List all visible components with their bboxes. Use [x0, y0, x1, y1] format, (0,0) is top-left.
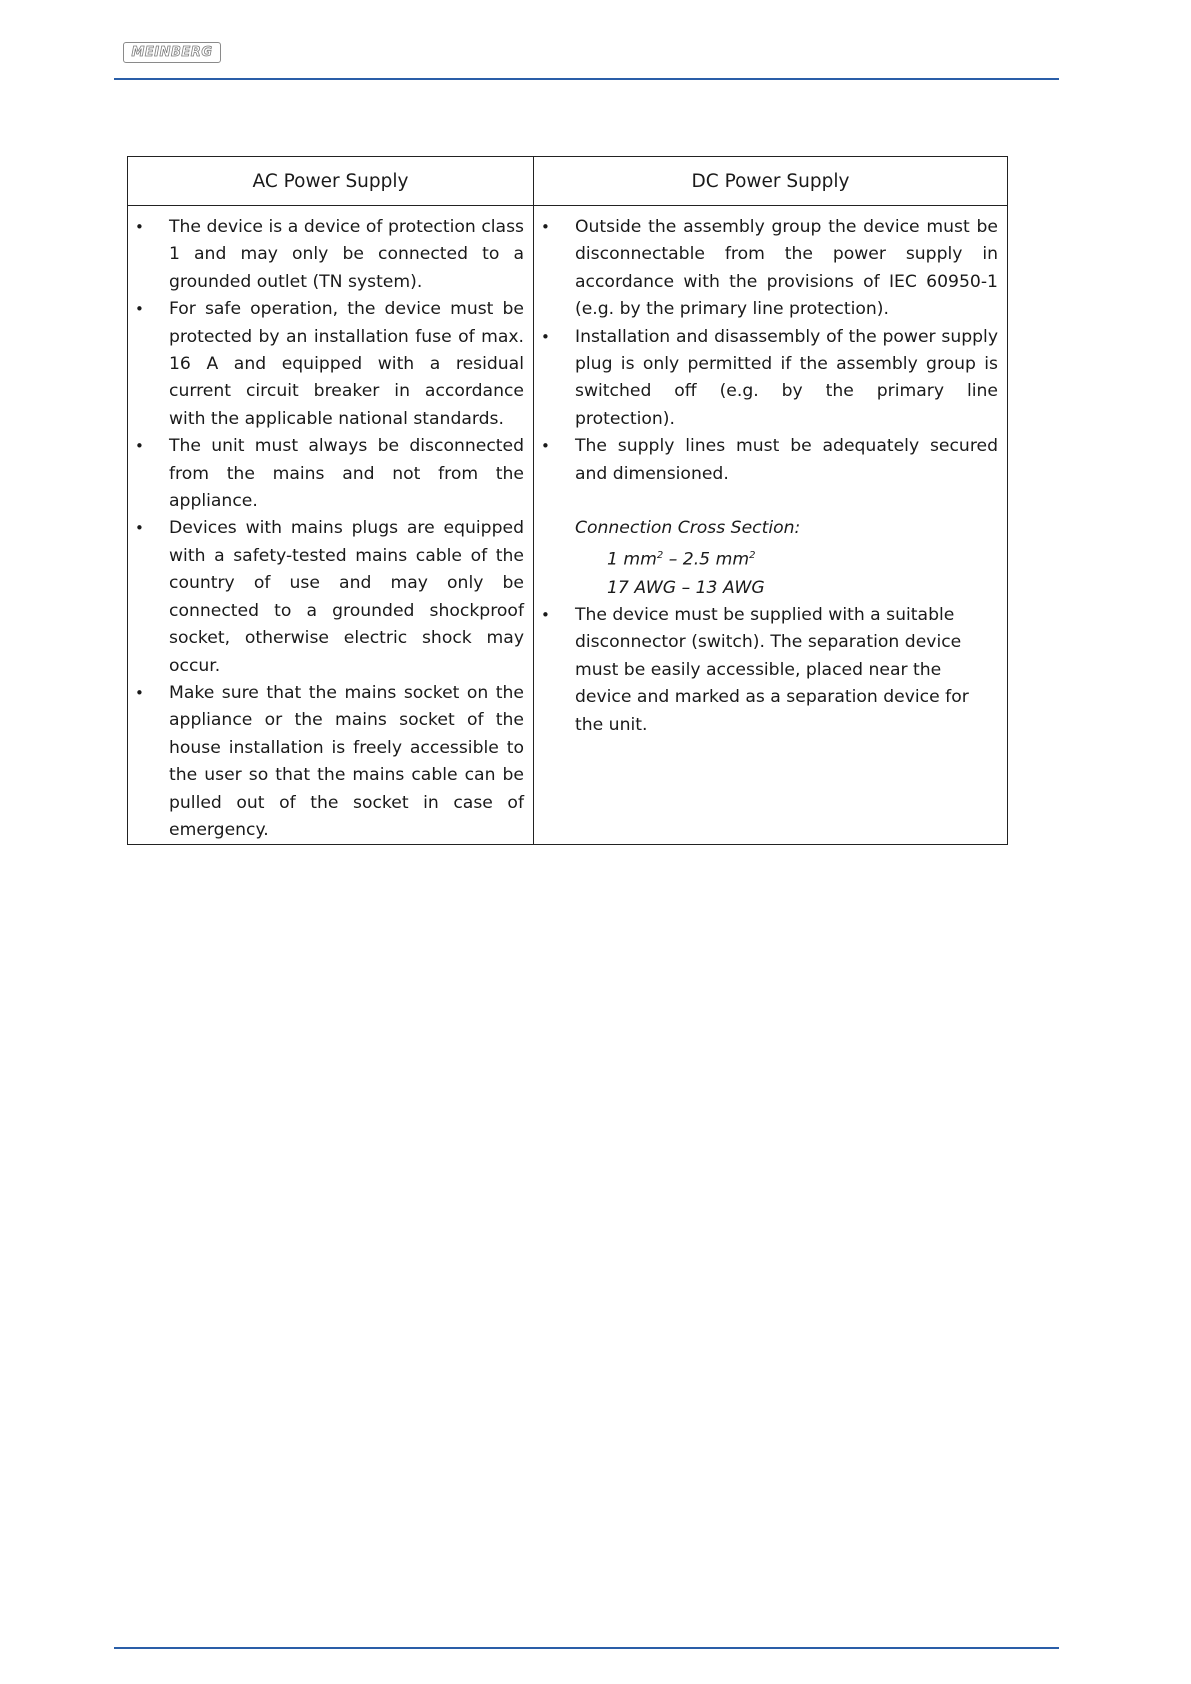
header-rule	[114, 78, 1059, 80]
list-item	[128, 515, 524, 679]
power-supply-table	[127, 156, 1008, 845]
meinberg-logo: MEINBERG	[123, 42, 221, 63]
list-item	[534, 214, 998, 324]
list-item	[128, 296, 524, 433]
list-item	[128, 433, 524, 515]
list-item-text: The unit must always be disconnected from the mains and not from the appliance.	[169, 436, 524, 512]
metric-min: 1 mm	[607, 550, 657, 571]
dc-cell	[534, 206, 1008, 845]
dc-separation-list	[534, 602, 998, 739]
list-item	[534, 324, 998, 434]
list-item	[534, 433, 998, 488]
list-item-text: Outside the assembly group the device must be disconnectable from the power supply in accordance with the provisions of IEC 60950-1 (e.g. by the primary line protection).	[575, 217, 998, 320]
connection-awg: 17 AWG – 13 AWG	[607, 577, 765, 598]
list-item-text: The device is a device of protection class 1 and may only be connected to a grounded outlet (TN system).	[169, 217, 524, 292]
connection-cross-section	[534, 515, 998, 602]
ac-list	[128, 214, 524, 844]
list-item-text: The supply lines must be adequately secured and dimensioned.	[575, 436, 998, 484]
dc-power-supply-header: DC Power Supply	[534, 157, 1008, 206]
ac-power-supply-header: AC Power Supply	[128, 157, 534, 206]
metric-max: – 2.5 mm	[663, 550, 750, 571]
table-body-row	[128, 206, 1008, 845]
bullet-icon: •	[541, 437, 550, 456]
list-item-text: Installation and disassembly of the power supply plug is only permitted if the assembly group is switched off (e.g. by the primary line protection).	[575, 326, 998, 429]
list-item-text: Devices with mains plugs are equipped with a safety-tested mains cable of the country of use and may only be connected to a grounded shockproof socket, otherwise electric shock may occur.	[169, 518, 524, 676]
superscript: 2	[656, 550, 664, 562]
list-item	[128, 214, 524, 296]
ac-cell	[128, 206, 534, 845]
bullet-icon: •	[135, 437, 144, 456]
bullet-icon: •	[541, 218, 550, 236]
connection-title: Connection Cross Section:	[575, 518, 801, 539]
bullet-icon: •	[135, 300, 144, 319]
bullet-icon: •	[135, 218, 144, 236]
bullet-icon: •	[135, 683, 144, 702]
list-item	[534, 602, 998, 739]
connection-metric	[575, 542, 998, 574]
list-item-text: For safe operation, the device must be protected by an installation fuse of max. 16 A and equipped with a residual current circuit breaker in accordance with the applicable national standards.	[169, 299, 524, 429]
list-item-text: The device must be supplied with a suitable disconnector (switch). The separation device must be easily accessible, placed near the device and marked as a separation device for the unit.	[575, 605, 969, 735]
footer-rule	[114, 1647, 1059, 1649]
table-header-row	[128, 157, 1008, 206]
dc-list	[534, 214, 998, 488]
bullet-icon: •	[135, 519, 144, 538]
superscript: 2	[749, 550, 756, 562]
bullet-icon: •	[541, 606, 550, 625]
bullet-icon: •	[541, 327, 550, 346]
list-item	[128, 680, 524, 844]
list-item-text: Make sure that the mains socket on the appliance or the mains socket of the house installation is freely accessible to the user so that the mains cable can be pulled out of the socket in case of emergency.	[169, 682, 524, 840]
